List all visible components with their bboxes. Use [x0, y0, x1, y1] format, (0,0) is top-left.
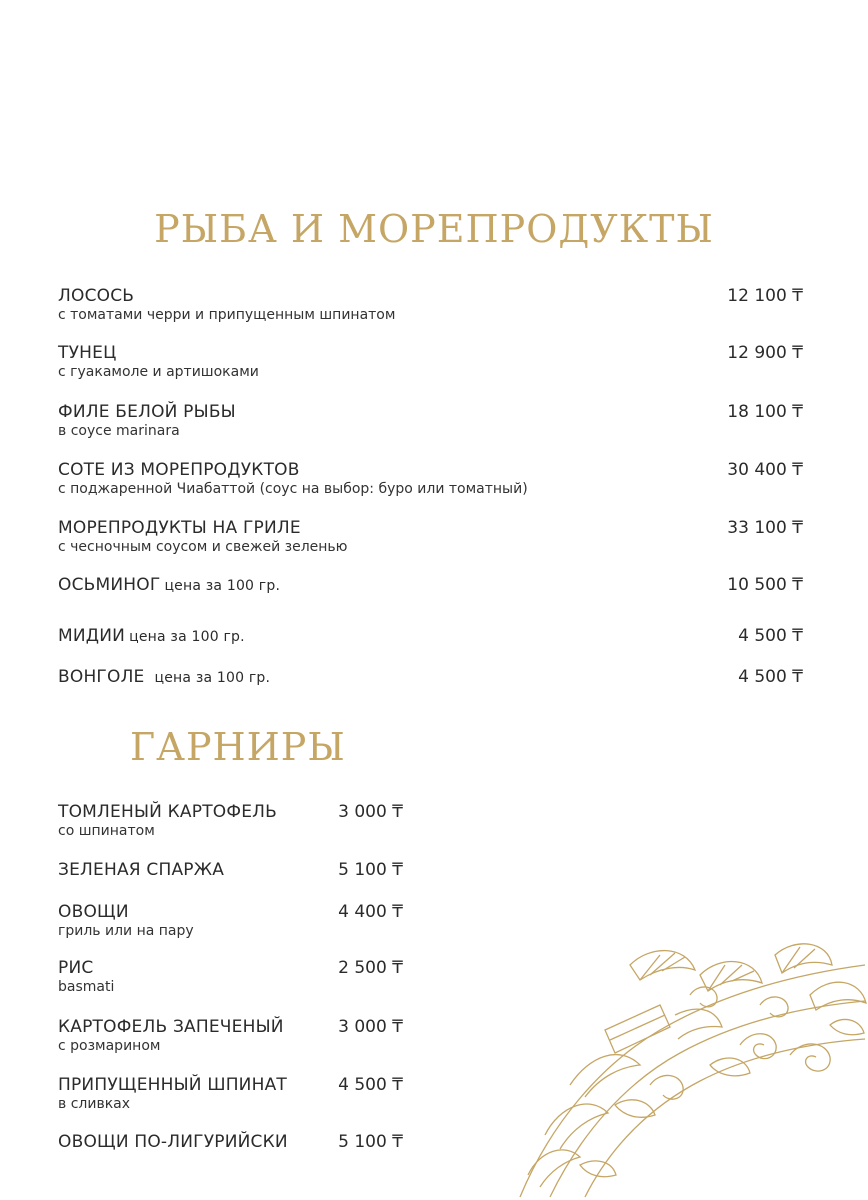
item-name: ТУНЕЦ	[58, 343, 117, 363]
menu-item-octopus	[58, 575, 803, 596]
item-description: basmati	[58, 979, 115, 995]
item-description: с чесночным соусом и свежей зеленью	[58, 539, 348, 555]
item-description: со шпинатом	[58, 823, 155, 839]
item-price: 33 100 ₸	[727, 518, 803, 538]
item-name: КАРТОФЕЛЬ ЗАПЕЧЕНЫЙ	[58, 1017, 284, 1037]
menu-item-green-asparagus	[58, 860, 403, 880]
item-name: РИС	[58, 958, 94, 978]
item-description: в соусе marinara	[58, 423, 180, 439]
menu-item-poached-spinach	[58, 1075, 403, 1113]
menu-item-grilled-seafood	[58, 518, 803, 556]
menu-item-rice	[58, 958, 403, 996]
menu-item-white-fish	[58, 402, 803, 440]
item-description: гриль или на пару	[58, 923, 194, 939]
item-price: 3 000 ₸	[338, 802, 403, 822]
menu-item-seafood-saute	[58, 460, 803, 498]
item-note: цена за 100 гр.	[164, 578, 281, 594]
item-price: 18 100 ₸	[727, 402, 803, 422]
section-title-fish: РЫБА И МОРЕПРОДУКТЫ	[154, 207, 714, 251]
item-name: ПРИПУЩЕННЫЙ ШПИНАТ	[58, 1075, 287, 1095]
item-price: 5 100 ₸	[338, 860, 403, 880]
item-name: МОРЕПРОДУКТЫ НА ГРИЛЕ	[58, 518, 301, 538]
menu-item-vegetables	[58, 902, 403, 940]
item-description: в сливках	[58, 1096, 131, 1112]
menu-item-tuna	[58, 343, 803, 381]
item-name: ФИЛЕ БЕЛОЙ РЫБЫ	[58, 402, 236, 422]
menu-item-mussels	[58, 626, 803, 647]
item-price: 4 400 ₸	[338, 902, 403, 922]
section-title-sides: ГАРНИРЫ	[130, 725, 346, 769]
item-name: ОВОЩИ	[58, 902, 129, 922]
item-description: с розмарином	[58, 1038, 161, 1054]
menu-item-salmon	[58, 286, 803, 324]
menu-item-stewed-potatoes	[58, 802, 403, 840]
item-name: ОСЬМИНОГ	[58, 575, 161, 595]
item-name: ТОМЛЕНЫЙ КАРТОФЕЛЬ	[58, 802, 277, 822]
item-price: 5 100 ₸	[338, 1132, 403, 1152]
menu-item-vongole	[58, 667, 803, 688]
item-price: 10 500 ₸	[727, 575, 803, 595]
menu-item-ligurian-vegetables	[58, 1132, 403, 1152]
item-description: с томатами черри и припущенным шпинатом	[58, 307, 396, 323]
item-note: цена за 100 гр.	[154, 670, 271, 686]
item-price: 2 500 ₸	[338, 958, 403, 978]
item-note: цена за 100 гр.	[129, 629, 245, 645]
item-name: ВОНГОЛЕ	[58, 667, 145, 687]
item-price: 30 400 ₸	[727, 460, 803, 480]
item-name: ЗЕЛЕНАЯ СПАРЖА	[58, 860, 225, 880]
item-name: МИДИИ	[58, 626, 126, 646]
item-price: 4 500 ₸	[338, 1075, 403, 1095]
item-price: 4 500 ₸	[738, 626, 803, 646]
item-price: 4 500 ₸	[738, 667, 803, 687]
item-name: ОВОЩИ ПО-ЛИГУРИЙСКИ	[58, 1132, 288, 1152]
item-description: с поджаренной Чиабаттой (соус на выбор: буро или томатный)	[58, 481, 528, 497]
item-description: с гуакамоле и артишоками	[58, 364, 259, 380]
item-price: 3 000 ₸	[338, 1017, 403, 1037]
item-name: СОТЕ ИЗ МОРЕПРОДУКТОВ	[58, 460, 300, 480]
item-name: ЛОСОСЬ	[58, 286, 135, 306]
item-price: 12 100 ₸	[727, 286, 803, 306]
gold-filigree-ornament-icon	[510, 935, 868, 1200]
menu-item-baked-potatoes	[58, 1017, 403, 1055]
item-price: 12 900 ₸	[727, 343, 803, 363]
